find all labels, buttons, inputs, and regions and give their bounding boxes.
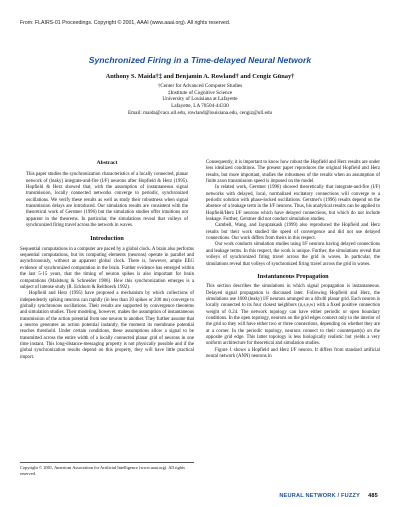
abstract-heading: Abstract <box>96 160 118 166</box>
copyright-note: Copyright © 2001, American Association for Artificial Intelligence (www.aaai.org). All rights reserved. <box>20 462 194 476</box>
body-paragraph: Consequently, it is important to know how robust the Hopfield and Herz results are under less idealized conditions. The present paper reproduces the original Hopfield and Herz results, but more important, studies the robustness of the results when an assumption of finite axon transmission speed is imposed on the model. <box>206 160 380 185</box>
body-paragraph: Our work conducts simulation studies using I/F neurons having delayed connections and leakage terms. In this respect, the work is unique. Further, the simulations reveal that volleys of synchronized firing travel across the grid in waves. In particular, the simulations reveal that volleys of synchronized firing travel across the grid in waves. <box>206 242 380 267</box>
affiliation-line: University of Louisiana at Lafayette <box>162 96 238 103</box>
body-paragraph: Cambell, Wang, and Jayaprakash (1999) also reproduced the Hopfield and Herz results but their work studied the speed of convergence and did not use delayed connections. Our work differs from theirs in this respect. <box>206 223 380 242</box>
body-paragraph: Figure 1 shows a Hopfield and Herz I/F neuron. It differs from standard artificial neural network (ANN) neurons in <box>206 347 380 359</box>
affiliation-block <box>0 83 400 117</box>
page-footer <box>279 493 378 499</box>
footer-section-label: NEURAL NETWORK / FUZZY <box>279 493 361 499</box>
propagation-heading: Instantaneous Propagation <box>257 272 329 280</box>
author-list: Anthony S. Maida†‡ and Benjamin A. Rowland† and Cengiz Günay† <box>105 73 295 80</box>
body-paragraph: This section describes the simulations in which signal propagation is instantaneous. Delayed signal propagation is discussed later. Following Hopfield and Herz, the simulations use 1600 (leaky) I/F neurons arranged on a 40x40 planar grid. Each neuron is locally connected to its four closest neighbors (n,s,e,w) with a fixed positive connection weight of 0.24. The network topology can have either periodic or open boundary conditions. In the open topology, neurons on the grid edges connect only to the interior of the grid so they will have either two or three connections, depending on whether they are at a corner. In the periodic topology, neurons connect to their counterpart(s) on the opposite grid edge. This latter topology is less biologically realistic but yields a very uniform architecture for theoretical and simulation studies. <box>206 284 380 347</box>
body-paragraph: Hopfield and Herz (1995) have proposed a mechanism by which collections of independently spiking neurons can rapidly (in less than 20 spikes or 200 ms) converge to globally synchronous oscillations. Their results are supported by convergence theorems and simulation studies. Their modeling, however, makes the assumption of instantaneous transmission of the action potential from one neuron to another. They further assume that a neuron generates an action potential instantly, the moment its membrane potential reaches threshold. Under certain conditions, these assumptions allow a signal to be transmitted across the entire width of a locally connected planar grid of neurons in one time instant. This long-distance-messaging property is not physically possible and if the global synchronization results depend on this property, they will have little practical import. <box>20 291 194 360</box>
left-column <box>20 160 194 361</box>
page-number: 485 <box>368 493 378 499</box>
affiliation-line: †Center for Advanced Computer Studies <box>157 83 243 89</box>
affiliation-line: Lafayette, LA 70504-44330 <box>171 103 229 110</box>
proceedings-note: From: FLAIRS-01 Proceedings. Copyright © 2001, AAAI (www.aaai.org). All rights reserved. <box>20 20 231 26</box>
email-line: Email: maida@cacs.ull.edu, rowland@louisiana.edu, cengiz@ull.edu <box>127 109 273 116</box>
introduction-heading: Introduction <box>90 235 124 243</box>
body-paragraph: In related work, Gerstner (1996) showed theoretically that integrate-and-fire (I/F) networks with delayed, local, normalized excitatory connections will converge to a periodic solution with phase-locked oscillations. Gerstner's (1996) results depend on the absence of a leakage term in the I/F neurons. Thus, his analytical results can be applied to Hopfield/Herz I/F neurons which have delayed connections, but which do not include leakage. Further, Gerstner did not conduct simulation studies. <box>206 185 380 223</box>
abstract-text: This paper studies the synchronization characteristics of a locally connected, planar network of (leaky) integrate-and-fire (I/F) neurons after Hopfield & Herz (1995). Hopfield & Herz showed that, with the assumption of instantaneous signal transmission, locally connected networks converge to periodic, synchronized oscillations. We verify these results as well as study their robustness when signal transmission delays are introduced. Our simulation results are consistent with the theoretical work of Gerstner (1996) but the simulation studies offer intuitions not apparent in the theorems. In particular, the simulations reveal that volleys of synchronized firing travel across the network in waves. <box>26 172 188 229</box>
body-paragraph: Sequential computations in a computer are paced by a global clock. A brain also performs sequential computations, but its computing elements (neurons) operate in parallel and asynchronously, without an apparent global clock. There is, however, ample EEG evidence of synchronized computation in the brain. Further evidence has emerged within the last 5-15 years, that the timing of neuron spikes is also important for brain computations (Malsburg & Schneider 1986). How this synchronization emerges is a subject of intense study (R. Eckhorn & Reitboeck 1992). <box>20 246 194 290</box>
affiliation-line: ‡Institute of Cognitive Science <box>167 89 233 96</box>
paper-title: Synchronized Firing in a Time-delayed Neural Network <box>88 55 312 65</box>
right-column <box>206 160 380 360</box>
